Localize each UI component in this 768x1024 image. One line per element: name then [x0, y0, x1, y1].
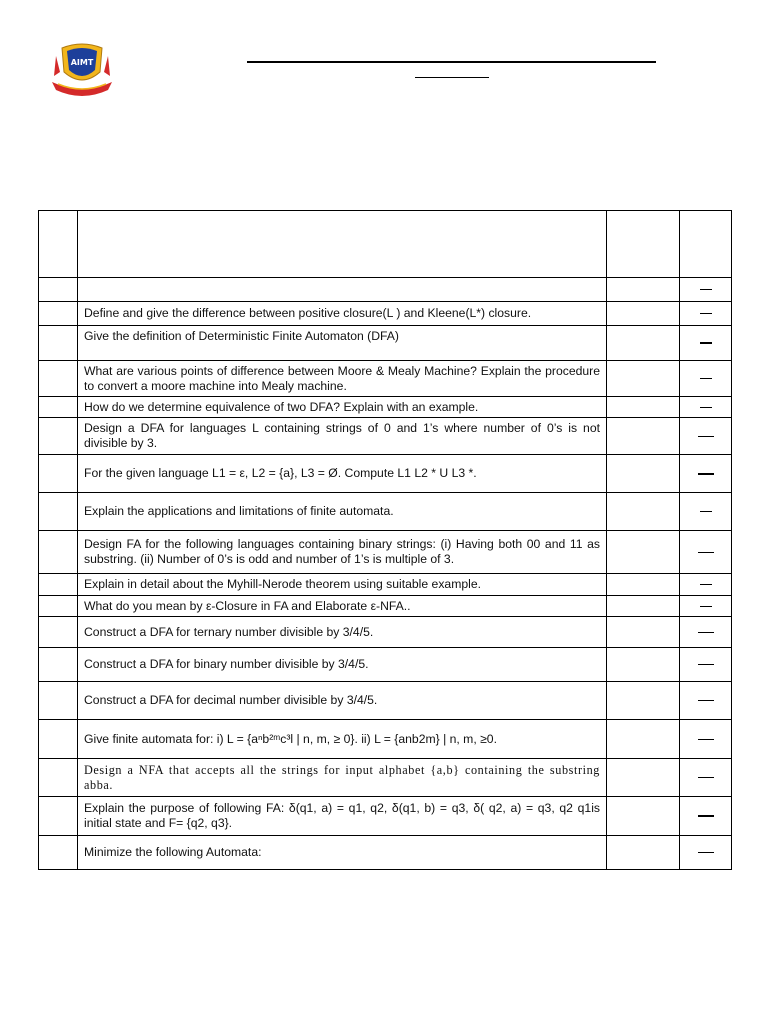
marks-dash	[698, 739, 714, 740]
table-row	[39, 617, 732, 648]
marks-dash	[698, 700, 714, 701]
table-row	[39, 648, 732, 682]
marks-dash	[698, 777, 714, 778]
question-text: Give the definition of Deterministic Finite Automaton (DFA)	[78, 326, 607, 361]
table-row	[39, 682, 732, 720]
table-row	[39, 397, 732, 418]
marks-dash	[698, 436, 714, 437]
svg-text:AIMT: AIMT	[70, 58, 94, 67]
table-row	[39, 361, 732, 397]
marks-dash	[700, 584, 712, 585]
table-row	[39, 418, 732, 455]
marks-dash	[700, 606, 712, 607]
table-row	[39, 493, 732, 531]
marks-dash	[700, 378, 712, 379]
table-row	[39, 759, 732, 797]
question-table	[38, 210, 732, 870]
table-header-row	[39, 211, 732, 278]
marks-dash	[698, 632, 714, 633]
question-text: Design a DFA for languages L containing strings of 0 and 1’s where number of 0’s is not divisible by 3.	[78, 418, 607, 455]
table-row	[39, 720, 732, 759]
table-row	[39, 326, 732, 361]
question-text: Give finite automata for: i) L = {aⁿb²ᵐc³l | n, m, ≥ 0}. ii) L = {anb2m} | n, m, ≥0.	[78, 720, 607, 759]
marks-dash	[698, 552, 714, 553]
question-text: What are various points of difference between Moore & Mealy Machine? Explain the procedure to convert a moore machine into Mealy machine.	[78, 361, 607, 397]
question-text: What do you mean by ε-Closure in FA and Elaborate ε-NFA..	[78, 596, 607, 617]
question-text: Construct a DFA for decimal number divisible by 3/4/5.	[78, 682, 607, 720]
question-text: Define and give the difference between positive closure(L ) and Kleene(L*) closure.	[78, 302, 607, 326]
question-text: Explain in detail about the Myhill-Nerode theorem using suitable example.	[78, 574, 607, 596]
table-row	[39, 531, 732, 574]
question-text: Minimize the following Automata:	[78, 836, 607, 870]
question-text: Design FA for the following languages containing binary strings: (i) Having both 00 and 11 as substring. (ii) Number of 0’s is odd and number of 1’s is multiple of 3.	[78, 531, 607, 574]
question-text: How do we determine equivalence of two DFA? Explain with an example.	[78, 397, 607, 418]
question-text: Design a NFA that accepts all the strings for input alphabet {a,b} containing the substring abba.	[78, 759, 607, 797]
question-text: Construct a DFA for ternary number divisible by 3/4/5.	[78, 617, 607, 648]
marks-dash	[700, 407, 712, 408]
subtitle-underline	[415, 77, 489, 78]
question-text: Explain the applications and limitations of finite automata.	[78, 493, 607, 531]
question-text: Construct a DFA for binary number divisible by 3/4/5.	[78, 648, 607, 682]
marks-dash	[700, 511, 712, 512]
header-cell-co	[607, 211, 680, 278]
table-row	[39, 278, 732, 302]
header-cell-marks	[680, 211, 732, 278]
question-text: Explain the purpose of following FA: δ(q1, a) = q1, q2, δ(q1, b) = q3, δ( q2, a) = q3, q2 q1is initial state and F= {q2, q3}.	[78, 797, 607, 836]
marks-dash	[698, 664, 714, 665]
table-row	[39, 455, 732, 493]
question-text: For the given language L1 = ε, L2 = {a}, L3 = Ø. Compute L1 L2 * U L3 *.	[78, 455, 607, 493]
header-cell-sno	[39, 211, 78, 278]
table-row	[39, 302, 732, 326]
marks-dash	[698, 815, 714, 817]
question-text	[78, 278, 607, 302]
college-logo	[50, 42, 114, 98]
marks-dash	[698, 473, 714, 475]
table-row	[39, 836, 732, 870]
table-row	[39, 574, 732, 596]
marks-dash	[700, 289, 712, 290]
marks-dash	[698, 852, 714, 853]
marks-dash	[700, 313, 712, 314]
table-row	[39, 596, 732, 617]
table-row	[39, 797, 732, 836]
marks-dash	[700, 342, 712, 344]
title-underline	[247, 61, 656, 63]
header-cell-question	[78, 211, 607, 278]
